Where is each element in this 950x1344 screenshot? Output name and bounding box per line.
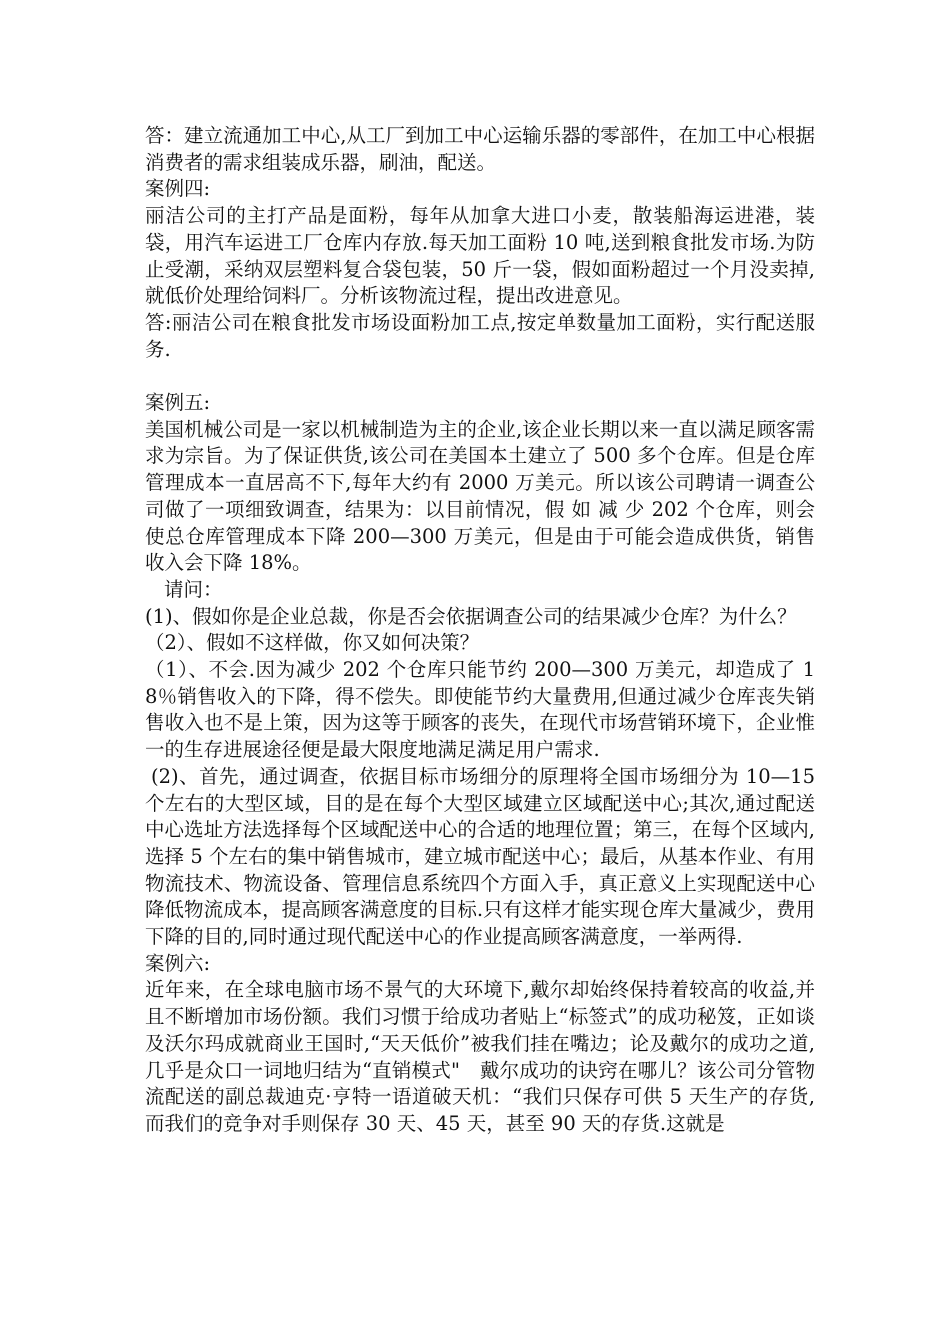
answer-case-3: 答：建立流通加工中心,从工厂到加工中心运输乐器的零部件，在加工中心根据消费者的需求组装成乐器，刷油，配送。	[145, 124, 815, 174]
case-5-answer-1: （1）、不会.因为减少 202 个仓库只能节约 200—300 万美元，却造成了 18％销售收入的下降，得不偿失。即使能节约大量费用,但通过减少仓库丧失销售收入也不是上策，因为这等于顾客的丧失，在现代市场营销环境下，企业惟一的生存进展途径便是最大限度地满足满足用户需求.	[145, 658, 815, 762]
blank-line	[145, 363, 815, 390]
case-5-heading: 案例五:	[145, 391, 211, 415]
document-body	[145, 123, 815, 1138]
case-5-question-label: 请问：	[164, 577, 223, 601]
case-5-question-2: （2）、假如不这样做，你又如何决策？	[145, 631, 480, 655]
case-5-answer-2: (2)、首先，通过调查，依据目标市场细分的原理将全国市场细分为 10—15 个左右的大型区域，目的是在每个大型区域建立区域配送中心;其次,通过配送中心选址方法选择每个区域配送中心的合适的地理位置；第三，在每个区域内,选择 5 个左右的集中销售城市，建立城市配送中心；最后，从基本作业、有用物流技术、物流设备、管理信息系统四个方面入手，真正意义上实现配送中心降低物流成本，提高顾客满意度的目标.只有这样才能实现仓库大量减少，费用下降的目的,同时通过现代配送中心的作业提高顾客满意度，一举两得.	[145, 764, 815, 949]
case-6-description: 近年来，在全球电脑市场不景气的大环境下,戴尔却始终保持着较高的收益,并且不断增加市场份额。我们习惯于给成功者贴上“标签式”的成功秘笈，正如谈及沃尔玛成就商业王国时,“天天低价”被我们挂在嘴边；论及戴尔的成功之道,几乎是众口一词地归结为“直销模式" 戴尔成功的诀窍在哪儿？该公司分管物流配送的副总裁迪克·亨特一语道破天机：“我们只保存可供 5 天生产的存货,而我们的竞争对手则保存 30 天、45 天，甚至 90 天的存货.这就是	[145, 978, 815, 1135]
case-5-description: 美国机械公司是一家以机械制造为主的企业,该企业长期以来一直以满足顾客需求为宗旨。为了保证供货,该公司在美国本土建立了 500 多个仓库。但是仓库管理成本一直居高不下,每年大约有 2000 万美元。所以该公司聘请一调查公司做了一项细致调查，结果为：以目前情况，假 如 减 少 202 个仓库，则会使总仓库管理成本下降 200—300 万美元，但是由于可能会造成供货，销售收入会下降 18%。	[145, 417, 815, 575]
case-6-heading: 案例六:	[145, 951, 211, 975]
case-4-description: 丽洁公司的主打产品是面粉，每年从加拿大进口小麦，散装船海运进港，装袋，用汽车运进工厂仓库内存放.每天加工面粉 10 吨,送到粮食批发市场.为防止受潮，采纳双层塑料复合袋包装，50 斤一袋，假如面粉超过一个月没卖掉,就低价处理给饲料厂。分析该物流过程，提出改进意见。	[145, 204, 815, 308]
case-5-question-1: (1)、假如你是企业总裁，你是否会依据调查公司的结果减少仓库？为什么？	[145, 604, 797, 628]
answer-case-4: 答:丽洁公司在粮食批发市场设面粉加工点,按定单数量加工面粉，实行配送服务.	[145, 310, 815, 361]
case-4-heading: 案例四:	[145, 177, 211, 201]
